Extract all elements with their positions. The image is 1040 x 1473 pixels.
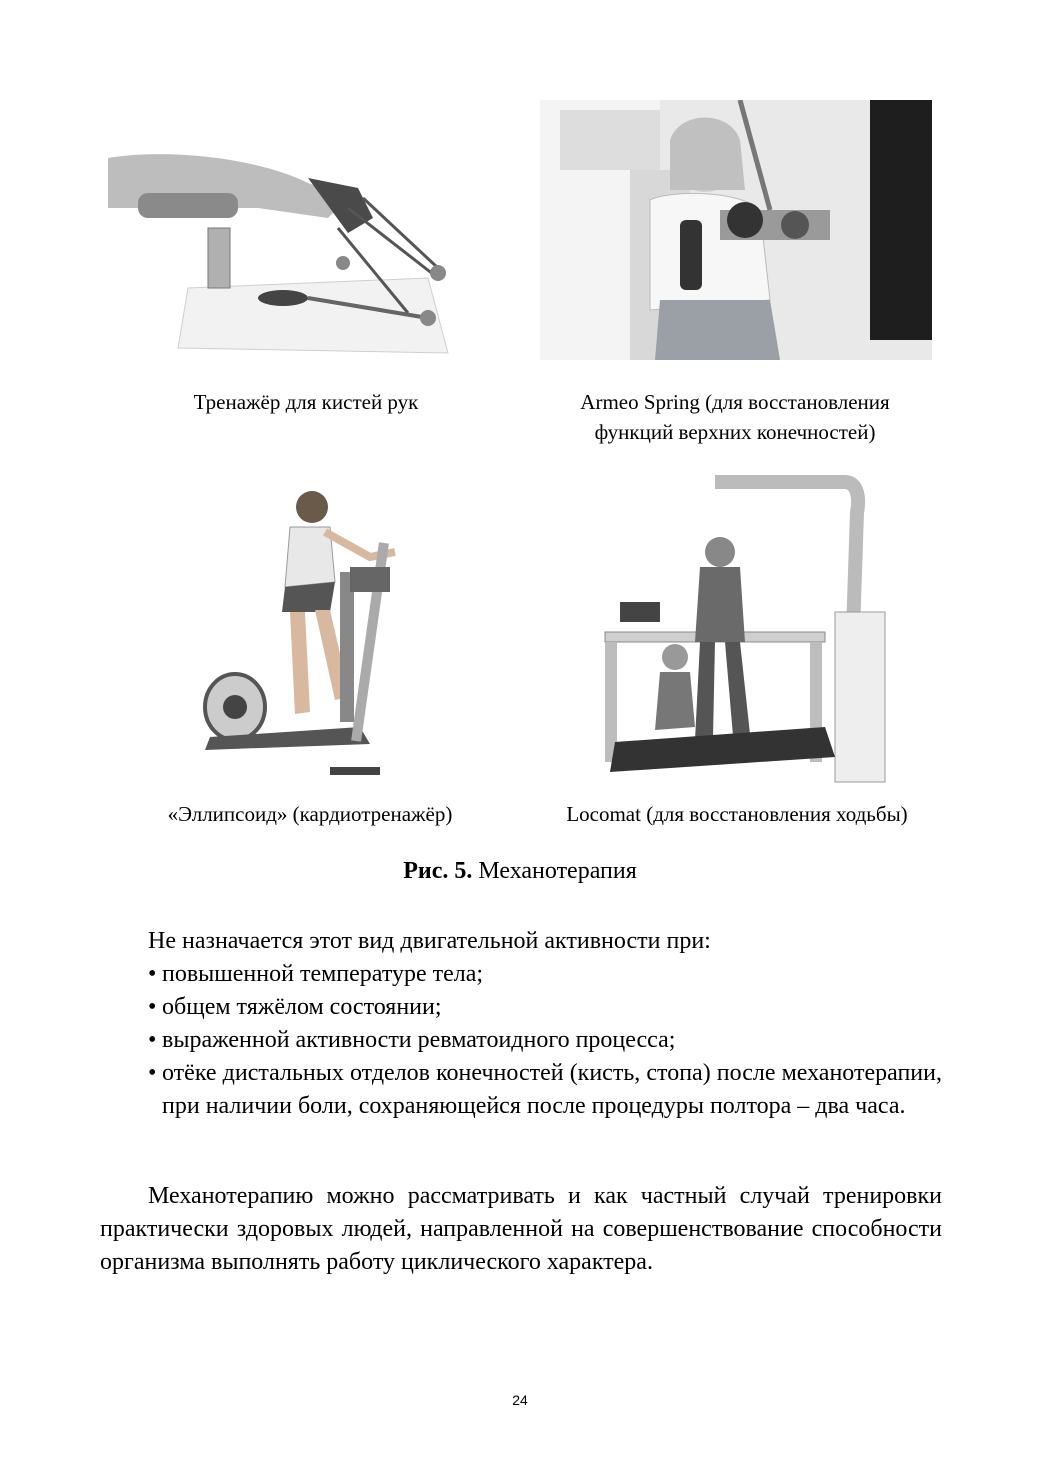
- contraindications-intro: Не назначается этот вид двигательной активности при:: [148, 928, 711, 954]
- page-number: 24: [512, 1392, 528, 1408]
- list-item-text: общем тяжёлом состоянии;: [162, 994, 442, 1020]
- paragraph-text: Механотерапию можно рассматривать и как частный случай тренировки практически здоровых людей, направленной на совершенствование способности организма выполнять работу циклического характера.: [100, 1183, 942, 1275]
- armeo-caption-line2: функций верхних конечностей): [594, 420, 876, 444]
- armeo-spring-caption: [520, 387, 950, 447]
- list-item-text: отёке дистальных отделов конечностей (кисть, стопа) после механотерапии, при наличии боли, сохраняющейся после процедуры полтора – два часа.: [162, 1060, 942, 1119]
- locomat-illustration: [595, 472, 890, 790]
- contraindications-list: [148, 958, 942, 1123]
- hand-trainer-caption: Тренажёр для кистей рук: [193, 390, 419, 414]
- armeo-caption-line1: Armeo Spring (для восстановления: [580, 390, 890, 414]
- list-item-text: повышенной температуре тела;: [162, 961, 484, 987]
- locomat-photo: [595, 472, 890, 790]
- armeo-spring-photo: [540, 100, 932, 360]
- figure-name: Механотерапия: [472, 858, 637, 884]
- hand-trainer-photo: [108, 138, 468, 360]
- bullet-icon: •: [148, 994, 157, 1020]
- bullet-icon: •: [148, 1027, 157, 1053]
- body-paragraph: [100, 1180, 942, 1279]
- figure-label: Рис. 5.: [403, 858, 473, 884]
- armeo-spring-illustration: [540, 100, 932, 360]
- list-item: [148, 1024, 942, 1057]
- locomat-caption: Locomat (для восстановления ходьбы): [566, 802, 908, 826]
- list-item: [148, 991, 942, 1024]
- bullet-icon: •: [148, 1060, 157, 1086]
- list-item: [148, 1057, 942, 1123]
- elliptical-illustration: [190, 482, 435, 778]
- figure-title: [0, 858, 1040, 885]
- list-item: [148, 958, 942, 991]
- elliptical-caption: «Эллипсоид» (кардиотренажёр): [167, 802, 453, 826]
- elliptical-photo: [190, 482, 435, 778]
- hand-trainer-illustration: [108, 138, 468, 360]
- bullet-icon: •: [148, 961, 157, 987]
- list-item-text: выраженной активности ревматоидного процесса;: [162, 1027, 676, 1053]
